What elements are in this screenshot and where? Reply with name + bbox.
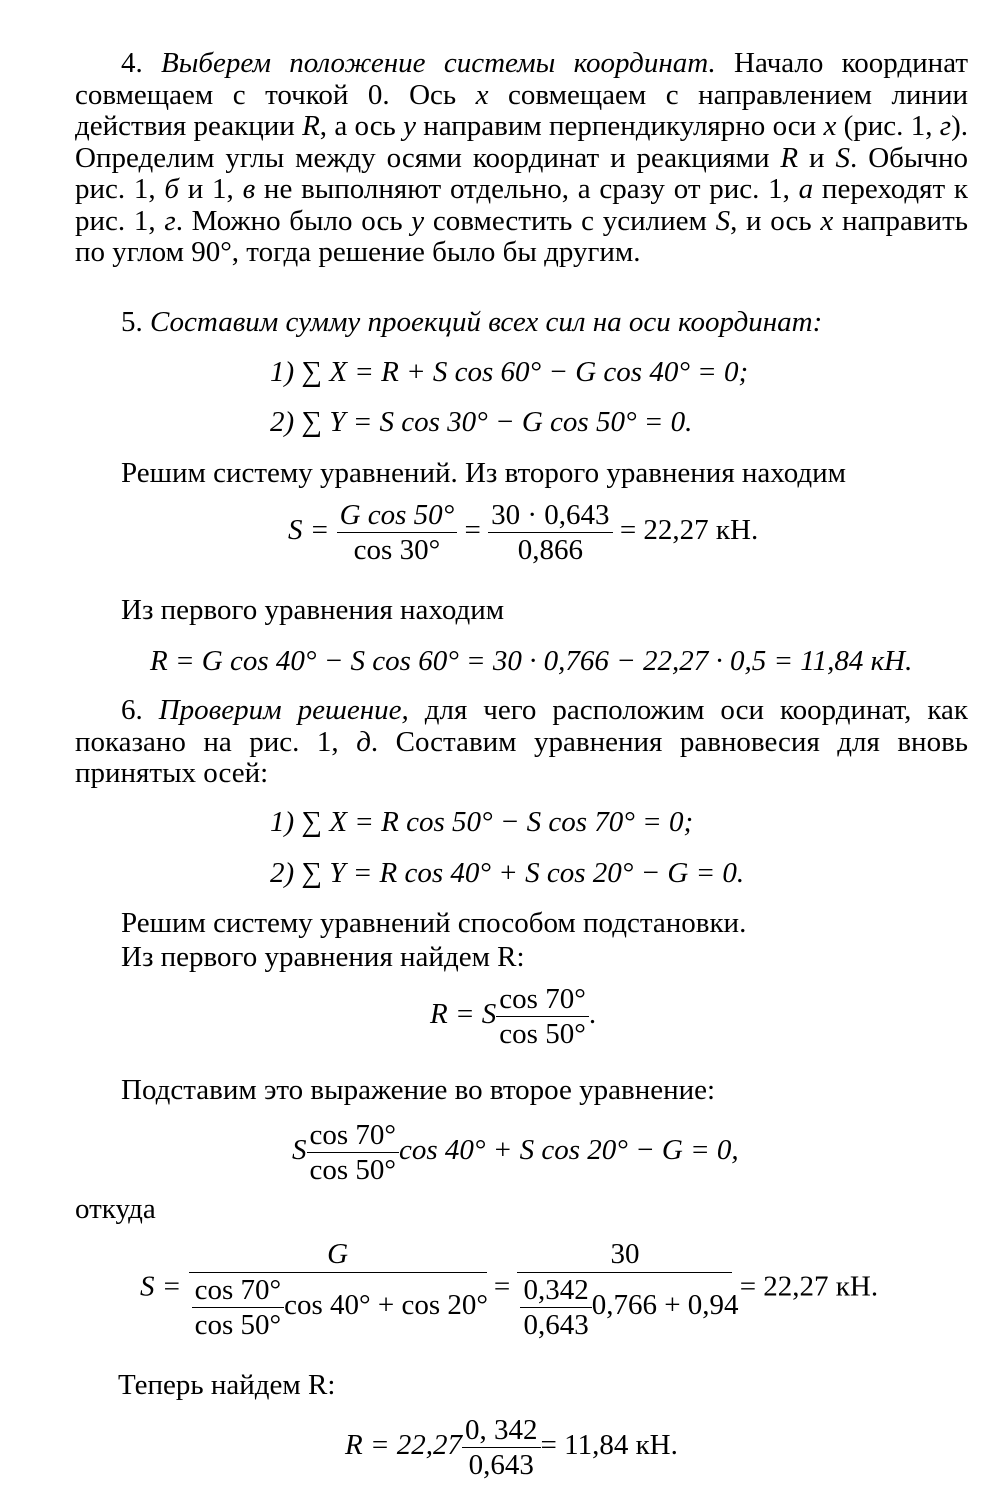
numerator: 0, 342 (462, 1413, 541, 1448)
item-number: 4. (121, 47, 143, 79)
var-x: x (475, 78, 489, 111)
body-text: , а ось (319, 110, 404, 142)
equation-sum-x: 1) ∑ X = R + S cos 60° − G cos 40° = 0; (270, 356, 749, 388)
equation-check-x: 1) ∑ X = R cos 50° − S cos 70° = 0; (270, 806, 694, 838)
whence-text: откуда (75, 1193, 156, 1225)
inner-fraction (192, 1273, 285, 1342)
fraction (307, 1118, 400, 1187)
eq-lhs: R = 22,27 (345, 1429, 463, 1462)
substitution-text: Решим систему уравнений способом подстановки. (121, 907, 747, 939)
fig-letter: в (242, 173, 256, 205)
numerator: cos 70° (496, 982, 589, 1017)
fig-letter: а (798, 173, 814, 205)
numerator: G (189, 1236, 487, 1273)
result: = 22,27 кН. (739, 1270, 879, 1303)
denominator-rest: cos 40° + cos 20° (284, 1289, 488, 1322)
now-r-label: Теперь найдем R: (118, 1369, 336, 1401)
var-S: S (292, 1134, 307, 1167)
now-r-text (118, 1369, 335, 1401)
body-text: направим перпендикулярно оси (415, 110, 824, 142)
eq-rest: cos 40° + S cos 20° − G = 0, (399, 1134, 739, 1167)
body-text: совместить с усилием (424, 204, 716, 237)
find-r-text: Из первого уравнения найдем R: (121, 941, 525, 973)
item-number: 5. (121, 306, 143, 338)
numerator: 30 (517, 1236, 732, 1273)
var-x: x (820, 204, 834, 237)
body-text: (рис. 1, (836, 110, 940, 142)
var-S: S (715, 204, 731, 237)
step-title: Выберем положение системы координат. (161, 47, 716, 79)
item-number: 6. (121, 694, 143, 726)
body-text: ). Определим углы между осями координат и реакциями (75, 110, 968, 174)
inner-fraction (520, 1273, 591, 1342)
denominator-rest: 0,766 + 0,94 (591, 1289, 739, 1322)
body-text: . Можно было ось (175, 204, 412, 237)
result: = 11,84 кН. (540, 1429, 678, 1462)
fraction (337, 498, 458, 567)
paragraph-4 (75, 48, 968, 269)
numerator: cos 70° (307, 1118, 400, 1153)
solve-text: Решим систему уравнений. Из второго уравнения находим (121, 457, 846, 489)
body-text: переходят к рис. 1, (75, 173, 968, 237)
numerator: 30 · 0,643 (488, 498, 612, 533)
denominator: 0,866 (517, 534, 583, 566)
denominator: 0,643 (523, 1309, 589, 1341)
eq-lhs: S = (140, 1270, 182, 1303)
body-text: и 1, (179, 173, 243, 205)
equation-R-from-S: R = S $\frac{\cos 70^\circ}{\cos 50^\circ}$ . (430, 983, 597, 1050)
equation-S (288, 498, 758, 567)
var-R: R (302, 110, 320, 142)
paragraph-5-heading (121, 306, 822, 338)
body-text: совмещаем с направлением линии действия реакции (75, 78, 968, 142)
var-R: R (780, 141, 799, 174)
body-text: направить по углом 90°, тогда решение было бы другим. (75, 204, 968, 268)
body-text: . Обычно рис. 1, (75, 141, 968, 205)
body-text: для чего расположим оси координат, как показано на рис. 1, (75, 694, 969, 758)
result: = 22,27 кН. (619, 514, 759, 547)
fraction (517, 1236, 739, 1342)
var-y: y (411, 204, 425, 237)
equation-substituted (292, 1118, 739, 1187)
var-x: x (823, 110, 837, 142)
fig-letter: д (356, 725, 371, 758)
from-first-text: Из первого уравнения находим (121, 594, 505, 626)
equation-check-y: 2) ∑ Y = R cos 40° + S cos 20° − G = 0. (270, 857, 745, 889)
fraction (496, 982, 589, 1051)
body-text: не выполняют отдельно, а сразу от рис. 1, (255, 173, 799, 205)
eq-lhs: S = (288, 514, 330, 547)
denominator: 0,643 (468, 1449, 534, 1481)
equation-sum-y: 2) ∑ Y = S cos 30° − G cos 50° = 0. (270, 406, 693, 438)
denominator: cos 50° (194, 1309, 282, 1341)
body-text: , и ось (730, 204, 821, 237)
denominator: cos 30° (353, 534, 441, 566)
fig-letter: б (164, 173, 180, 205)
body-text: Начало координат совмещаем с точкой 0. Ось (75, 47, 968, 111)
put-text: Подставим это выражение во второе уравнение: (121, 1074, 716, 1106)
denominator: cos 50° (499, 1018, 586, 1050)
paragraph-6 (75, 695, 968, 790)
numerator: cos 70° (192, 1273, 285, 1308)
equation-R: R = G cos 40° − S cos 60° = 30 · 0,766 − 22,27 · 0,5 = 11,84 кН. (150, 645, 913, 677)
eq-lhs: R = S (430, 998, 497, 1031)
numerator: G cos 50° (337, 498, 458, 533)
var-y: y (403, 110, 416, 142)
fraction (488, 498, 612, 567)
equation-S-final (140, 1236, 878, 1342)
step-title: Составим сумму проекций всех сил на оси координат: (150, 306, 823, 338)
fraction (189, 1236, 487, 1342)
fraction (462, 1413, 541, 1482)
fig-letter: г (939, 110, 952, 142)
denominator (517, 1273, 739, 1342)
fig-letter: г (164, 204, 176, 237)
equals-sign: = (493, 1270, 511, 1303)
var-S: S (835, 141, 851, 174)
body-text: и (798, 141, 836, 174)
equals-sign: = (464, 514, 481, 547)
body-text: . Составим уравнения равновесия для вновь принятых осей: (75, 725, 968, 789)
denominator (189, 1273, 487, 1342)
equation-R-final (345, 1413, 678, 1482)
denominator: cos 50° (309, 1154, 397, 1186)
numerator: 0,342 (520, 1273, 591, 1308)
step-title: Проверим решение, (158, 694, 409, 726)
